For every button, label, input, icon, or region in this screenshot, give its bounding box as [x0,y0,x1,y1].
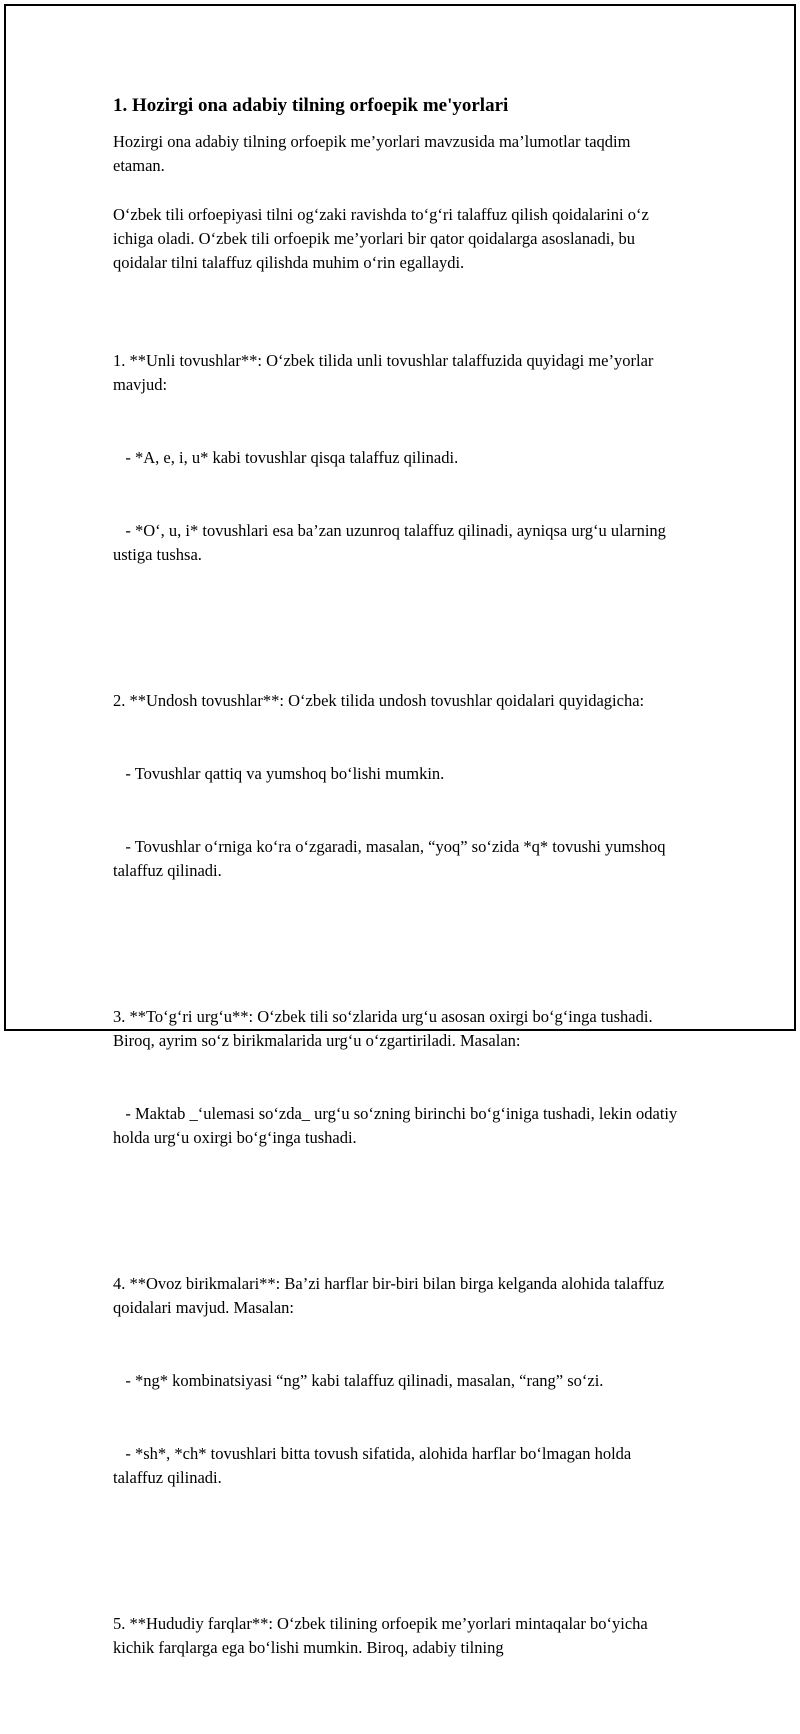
section-intro: 3. **To‘g‘ri urg‘u**: O‘zbek tili so‘zlarida urg‘u asosan oxirgi bo‘g‘inga tushadi. Biroq, ayrim so‘z birikmalarida urg‘u o‘zgartiriladi. Masalan: [113,1006,657,1050]
section-regional-differences [113,1564,683,1710]
list-item: - Tovushlar qattiq va yumshoq bo‘lishi mumkin. [113,763,445,783]
section-consonants [113,640,683,932]
section-intro: 5. **Hududiy farqlar**: O‘zbek tilining orfoepik me’yorlari mintaqalar bo‘yicha kichik farqlarga ega bo‘lishi mumkin. Biroq, adabiy tilning [113,1614,652,1658]
intro-paragraph: Hozirgi ona adabiy tilning orfoepik me’yorlari mavzusida ma’lumotlar taqdim etaman. [113,132,635,176]
list-item: - Maktab _‘ulemasi so‘zda_ urg‘u so‘zning birinchi bo‘g‘iniga tushadi, lekin odatiy holda urg‘u oxirgi bo‘g‘inga tushadi. [113,1103,682,1148]
list-item: - *A, e, i, u* kabi tovushlar qisqa talaffuz qilinadi. [113,447,459,467]
list-item: - *O‘, u, i* tovushlari esa ba’zan uzunroq talaffuz qilinadi, ayniqsa urg‘u ularning ustiga tushsa. [113,520,671,565]
section-vowels [113,300,683,616]
list-item: - Tovushlar o‘rniga ko‘ra o‘zgaradi, masalan, “yoq” so‘zida *q* tovushi yumshoq talaffuz qilinadi. [113,836,670,880]
section-sound-combinations [113,1223,683,1539]
overview-paragraph: O‘zbek tili orfoepiyasi tilni og‘zaki ravishda to‘g‘ri talaffuz qilish qoidalarini o‘z ichiga oladi. O‘zbek tili orfoepik me’yorlari bir qator qoidalarga asoslanadi, bu qoidalar tilni talaffuz qilishda muhim o‘rin egallaydi. [113,204,653,273]
list-item: - *ng* kombinatsiyasi “ng” kabi talaffuz qilinadi, masalan, “rang” so‘zi. [113,1371,604,1391]
section-intro: 2. **Undosh tovushlar**: O‘zbek tilida undosh tovushlar qoidalari quyidagicha: [113,690,645,710]
section-stress [113,956,683,1199]
list-item: - *sh*, *ch* tovushlari bitta tovush sifatida, alohida harflar bo‘lmagan holda talaffuz qilinadi. [113,1444,636,1488]
section-intro: 4. **Ovoz birikmalari**: Ba’zi harflar bir-biri bilan birga kelganda alohida talaffuz qoidalari mavjud. Masalan: [113,1273,669,1318]
document-title: 1. Hozirgi ona adabiy tilning orfoepik me'yorlari [113,95,509,116]
document-body [113,93,683,1734]
section-intro: 1. **Unli tovushlar**: O‘zbek tilida unli tovushlar talaffuzida quyidagi me’yorlar mavjud: [113,350,658,394]
